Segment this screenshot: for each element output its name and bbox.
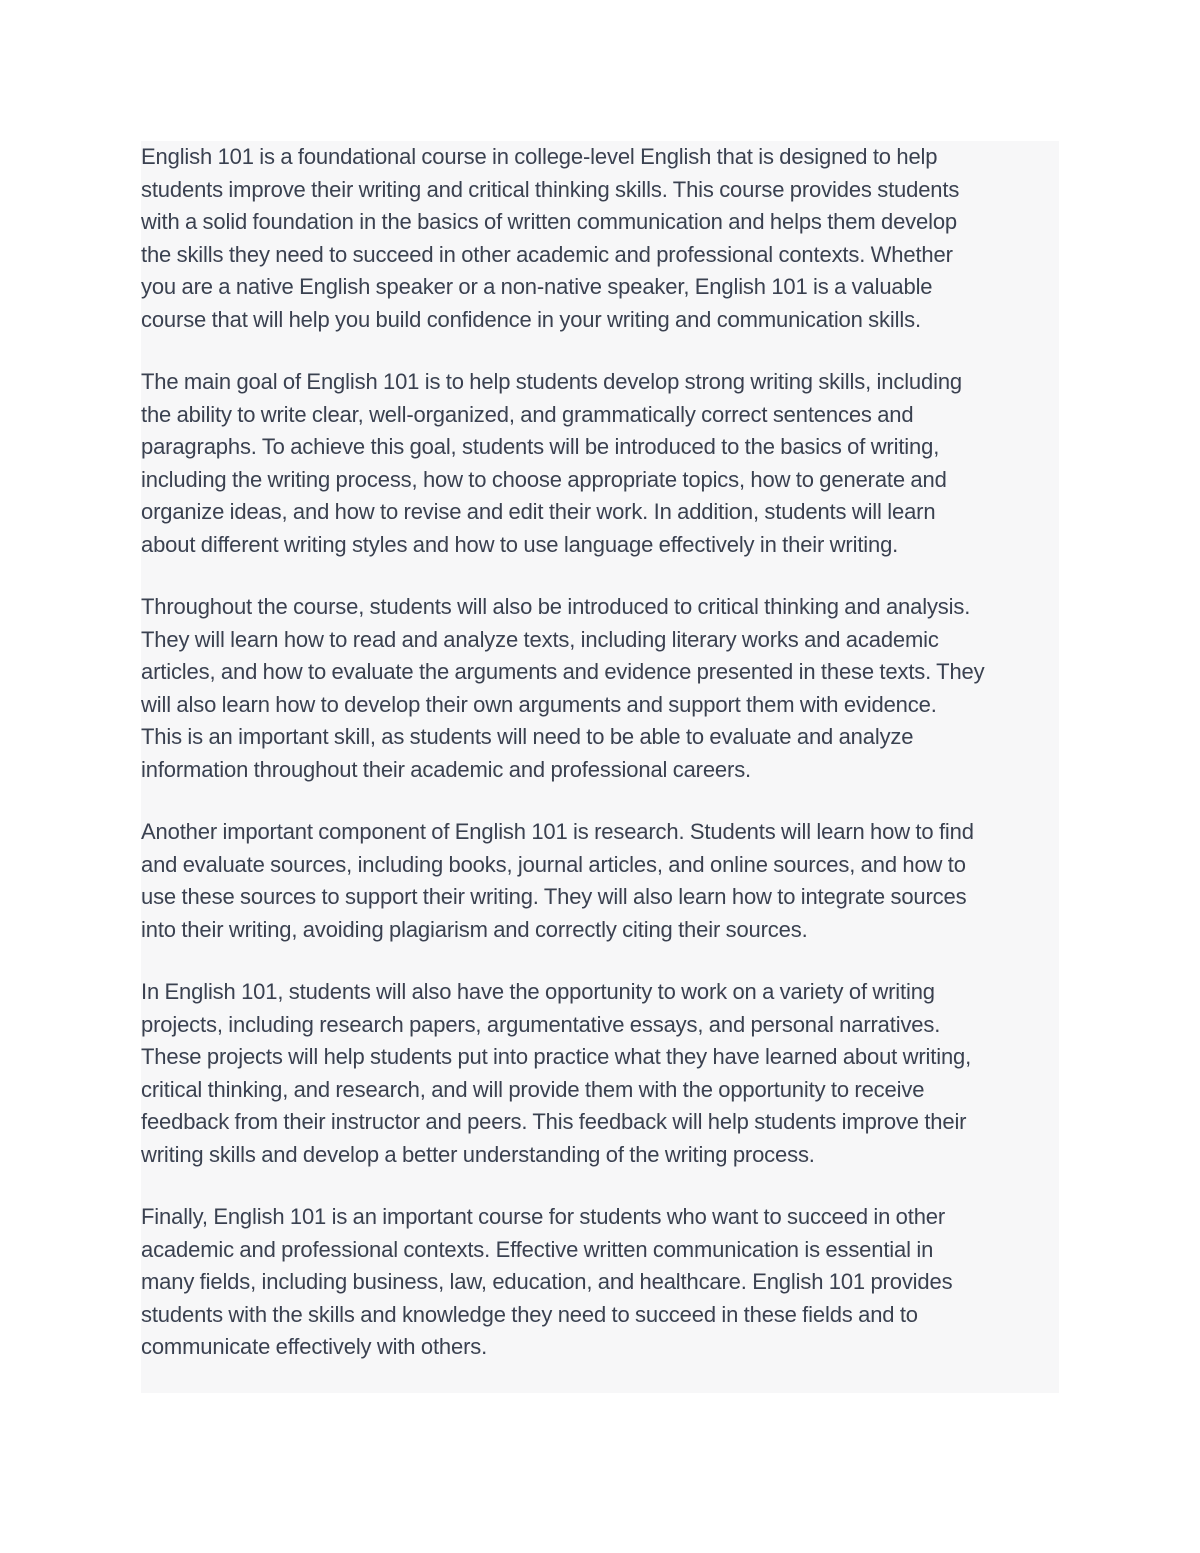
paragraph-line: academic and professional contexts. Effective written communication is essential in bbox=[141, 1236, 934, 1262]
paragraph-5 bbox=[141, 976, 1059, 1171]
paragraph-2 bbox=[141, 366, 1059, 561]
paragraph-line: This is an important skill, as students will need to be able to evaluate and analyze bbox=[141, 724, 914, 749]
paragraph-line: many fields, including business, law, education, and healthcare. English 101 provides bbox=[141, 1269, 953, 1294]
paragraph-line: English 101 is a foundational course in college-level English that is designed to help bbox=[141, 144, 938, 169]
paragraph-4 bbox=[141, 816, 1059, 946]
paragraph-6 bbox=[141, 1201, 1059, 1364]
paragraph-line: writing skills and develop a better understanding of the writing process. bbox=[141, 1141, 815, 1167]
paragraph-line: course that will help you build confidence in your writing and communication skills. bbox=[141, 306, 921, 332]
paragraph-line: with a solid foundation in the basics of written communication and helps them develop bbox=[141, 209, 958, 234]
paragraph-line: These projects will help students put into practice what they have learned about writing, bbox=[141, 1044, 972, 1069]
paragraph-line: information throughout their academic and professional careers. bbox=[141, 756, 752, 782]
paragraph-line: the ability to write clear, well-organized, and grammatically correct sentences and bbox=[141, 401, 914, 427]
paragraph-line: They will learn how to read and analyze texts, including literary works and academic bbox=[141, 626, 939, 652]
paragraph-line: use these sources to support their writing. They will also learn how to integrate sources bbox=[141, 884, 967, 909]
paragraph-line: Another important component of English 101 is research. Students will learn how to find bbox=[141, 819, 974, 844]
paragraph-line: The main goal of English 101 is to help students develop strong writing skills, including bbox=[141, 369, 963, 394]
paragraph-line: Finally, English 101 is an important course for students who want to succeed in other bbox=[141, 1204, 946, 1229]
paragraph-line: critical thinking, and research, and will provide them with the opportunity to receive bbox=[141, 1076, 925, 1102]
paragraph-line: will also learn how to develop their own arguments and support them with evidence. bbox=[141, 691, 937, 717]
paragraph-line: In English 101, students will also have the opportunity to work on a variety of writing bbox=[141, 979, 935, 1004]
paragraph-line: students improve their writing and critical thinking skills. This course provides students bbox=[141, 176, 960, 202]
document-text-block bbox=[141, 141, 1059, 1393]
paragraph-line: the skills they need to succeed in other academic and professional contexts. Whether bbox=[141, 241, 953, 267]
paragraph-line: into their writing, avoiding plagiarism and correctly citing their sources. bbox=[141, 916, 808, 942]
paragraph-line: Throughout the course, students will also be introduced to critical thinking and analysis. bbox=[141, 594, 971, 619]
paragraph-line: communicate effectively with others. bbox=[141, 1334, 488, 1359]
paragraph-line: about different writing styles and how to use language effectively in their writing. bbox=[141, 531, 899, 557]
paragraph-line: articles, and how to evaluate the arguments and evidence presented in these texts. They bbox=[141, 659, 985, 684]
paragraph-line: and evaluate sources, including books, journal articles, and online sources, and how to bbox=[141, 851, 966, 877]
paragraph-1 bbox=[141, 141, 1059, 336]
paragraph-line: feedback from their instructor and peers. This feedback will help students improve their bbox=[141, 1109, 967, 1134]
paragraph-line: students with the skills and knowledge they need to succeed in these fields and to bbox=[141, 1301, 918, 1327]
paragraph-3 bbox=[141, 591, 1059, 786]
paragraph-line: projects, including research papers, argumentative essays, and personal narratives. bbox=[141, 1011, 941, 1037]
paragraph-line: you are a native English speaker or a non-native speaker, English 101 is a valuable bbox=[141, 274, 933, 299]
paragraph-line: paragraphs. To achieve this goal, students will be introduced to the basics of writing, bbox=[141, 434, 940, 459]
paragraph-line: organize ideas, and how to revise and edit their work. In addition, students will learn bbox=[141, 499, 936, 524]
paragraph-line: including the writing process, how to choose appropriate topics, how to generate and bbox=[141, 466, 947, 492]
